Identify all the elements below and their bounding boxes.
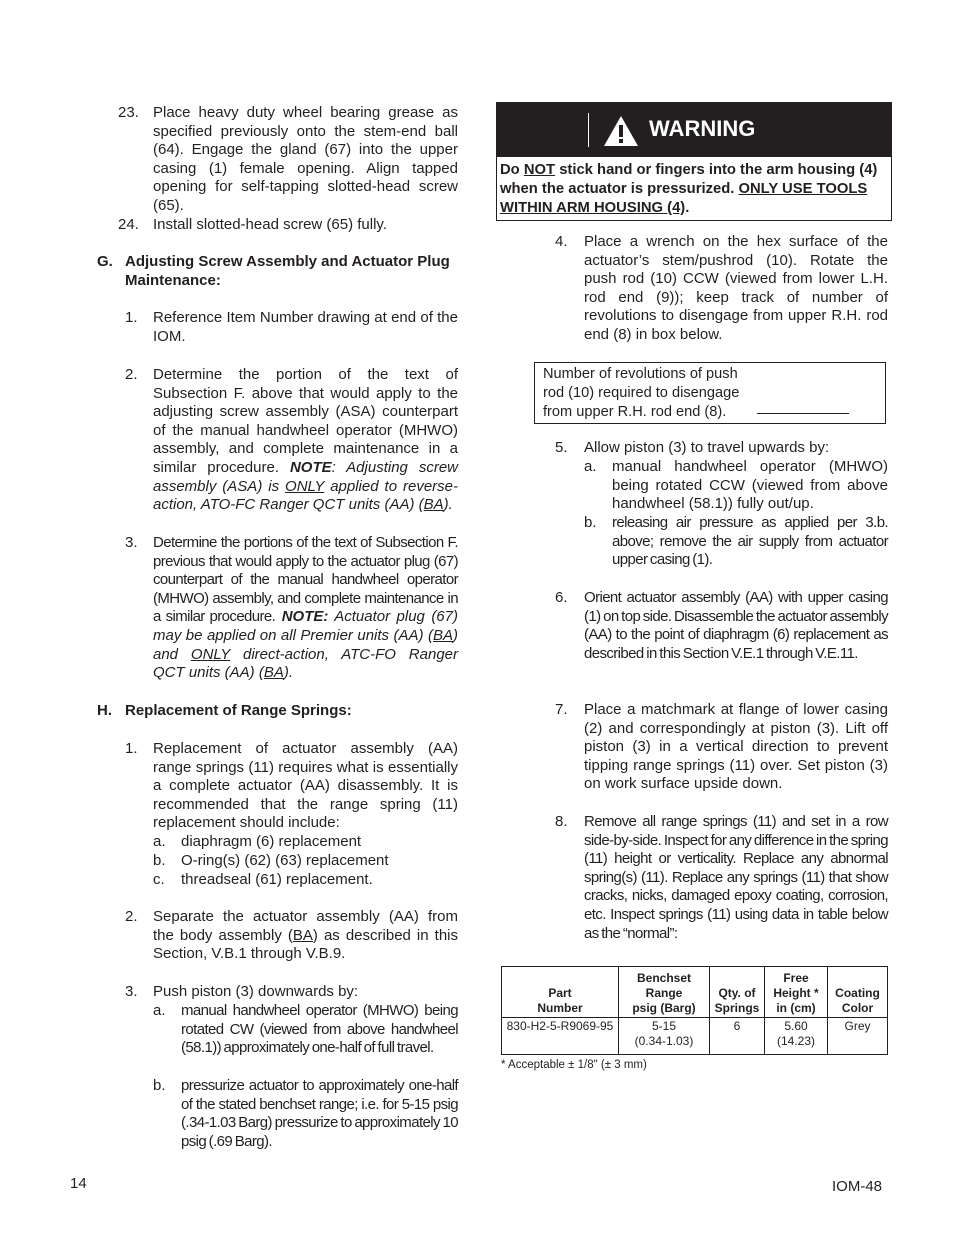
cell-qty: 6 <box>710 1018 765 1055</box>
cell-coating: Grey <box>828 1018 888 1055</box>
step-number: 6. <box>555 589 568 606</box>
step-text: Reference Item Number drawing at end of the IOM. <box>153 309 458 345</box>
substep-letter: b. <box>153 1077 166 1094</box>
col-qty: Qty. of Springs <box>710 967 765 1018</box>
note-label: NOTE: <box>281 608 329 626</box>
header-divider <box>588 113 589 147</box>
table-header-row <box>502 967 888 1018</box>
substep-letter: a. <box>584 458 597 475</box>
step-text: Place heavy duty wheel bearing grease as specified previously onto the stem-end ball (64). Engage the gland (67) into the upper casing (1) female opening. Align tapped opening for self-tapping slotted-head screw (65). <box>153 104 458 214</box>
step-number: 8. <box>555 813 568 830</box>
step-text: Allow piston (3) to travel upwards by: <box>584 439 830 456</box>
substep-text: threadseal (61) replacement. <box>181 871 373 888</box>
substep-text: diaphragm (6) replacement <box>181 833 362 850</box>
col-benchset: Benchset Range psig (Barg) <box>619 967 710 1018</box>
note-label: NOTE <box>289 458 332 476</box>
step-text: Remove all range springs (11) and set in a row side-by-side. Inspect for any difference in the spring (11) height or verticality. Replace any abnormal spring(s) (11). Replace any springs (11) that show cracks, nicks, damaged epoxy coating, corrosion, etc. Inspect springs (11) using data in table below as the “normal”: <box>584 813 888 942</box>
step-number: 1. <box>125 309 138 326</box>
step-number: 2. <box>125 366 138 383</box>
table-footnote: * Acceptable ± 1/8" (± 3 mm) <box>501 1059 647 1071</box>
warning-text: Do NOT stick hand or fingers into the arm housing (4) when the actuator is pressurized. ONLY USE TOOLS WITHIN ARM HOUSING (4). <box>500 162 878 216</box>
substep-text: pressurize actuator to approximately one-half of the stated benchset range; i.e. for 5-15 psig (.34-1.03 Barg) pressurize to approximately 10 psig (.69 Barg). <box>181 1077 458 1150</box>
col-free-height: Free Height * in (cm) <box>765 967 828 1018</box>
warning-triangle-icon <box>603 115 639 147</box>
cell-benchset: 5-15 (0.34-1.03) <box>619 1018 710 1055</box>
substep-letter: b. <box>153 852 166 869</box>
step-number: 23. <box>118 104 139 121</box>
step-number: 1. <box>125 740 138 757</box>
revolutions-box <box>534 362 886 424</box>
step-number: 24. <box>118 216 139 233</box>
section-title: Replacement of Range Springs: <box>125 702 352 719</box>
step-number: 7. <box>555 701 568 718</box>
warning-box <box>496 102 892 221</box>
substep-text: releasing air pressure as applied per 3.b. above; remove the air supply from actuator upper casing (1). <box>612 514 888 569</box>
range-spring-table <box>501 966 888 1055</box>
substep-letter: a. <box>153 833 166 850</box>
substep-letter: a. <box>153 1002 166 1019</box>
substep-letter: c. <box>153 871 165 888</box>
step-number: 4. <box>555 233 568 250</box>
step-text: Determine the portion of the text of Subsection F. above that would apply to the adjusting screw assembly (ASA) counterpart of the manual handwheel operator (MHWO) assembly, and complete maintenance in a similar procedure. NOTE: Adjusting screw assembly (ASA) is ONLY applied to reverse-action, ATO-FC Ranger QCT units (AA) (BA). <box>153 366 459 514</box>
substep-text: O-ring(s) (62) (63) replacement <box>181 852 389 869</box>
col-part-number: Part Number <box>502 967 619 1018</box>
document-id: IOM-48 <box>832 1178 883 1195</box>
substep-text: manual handwheel operator (MHWO) being rotated CW (viewed from above handwheel (58.1)) approximately one-half of full travel. <box>181 1002 458 1057</box>
warning-header <box>497 103 891 157</box>
step-number: 5. <box>555 439 568 456</box>
step-number: 3. <box>125 983 138 1000</box>
table-row <box>502 1018 888 1055</box>
step-text: Determine the portions of the text of Subsection F. previous that would apply to the actuator plug (67) counterpart of the manual handwheel operator (MHWO) assembly, and complete maintenance in a similar procedure. NOTE: Actuator plug (67) may be applied on all Premier units (AA) (BA) and ONLY direct-action, ATC-FO Ranger QCT units (AA) (BA). <box>153 534 458 682</box>
step-number: 3. <box>125 534 138 551</box>
substep-text: manual handwheel operator (MHWO) being rotated CCW (viewed from above handwheel (58.1)) fully out/up. <box>612 458 888 513</box>
step-text: Replacement of actuator assembly (AA) range springs (11) requires what is essentially a complete actuator (AA) disassembly. It is recommended that the range spring (11) replacement should include: <box>153 740 458 832</box>
step-text: Install slotted-head screw (65) fully. <box>153 216 387 233</box>
substep-letter: b. <box>584 514 597 531</box>
section-letter: H. <box>97 702 112 719</box>
revolutions-blank[interactable] <box>757 413 849 414</box>
page-number: 14 <box>70 1175 87 1192</box>
warning-title: WARNING <box>649 116 756 141</box>
step-text: Place a wrench on the hex surface of the actuator’s stem/pushrod (10). Rotate the push rod (10) CCW (viewed from lower L.H. rod end (9)); keep track of number of revolutions to disengage from upper R.H. rod end (8) in box below. <box>584 233 888 343</box>
section-title: Adjusting Screw Assembly and Actuator Plug Maintenance: <box>125 253 450 289</box>
revolutions-label: Number of revolutions of push rod (10) required to disengage from upper R.H. rod end (8). <box>543 366 740 420</box>
step-number: 2. <box>125 908 138 925</box>
cell-free-height: 5.60 (14.23) <box>765 1018 828 1055</box>
step-text: Separate the actuator assembly (AA) from the body assembly (BA) as described in this Section, V.B.1 through V.B.9. <box>153 908 458 963</box>
col-coating: Coating Color <box>828 967 888 1018</box>
step-text: Push piston (3) downwards by: <box>153 983 359 1000</box>
step-text: Place a matchmark at flange of lower casing (2) and correspondingly at piston (3). Lift off piston (3) in a vertical direction to prevent tipping range springs (11) over. Set piston (3) on work surface upside down. <box>584 701 888 793</box>
cell-part-number: 830-H2-5-R9069-95 <box>502 1018 619 1055</box>
section-letter: G. <box>97 253 113 270</box>
step-text: Orient actuator assembly (AA) with upper casing (1) on top side. Disassemble the actuator assembly (AA) to the point of diaphragm (6) replacement as described in this Section V.E.1 through V.E.11. <box>584 589 888 662</box>
